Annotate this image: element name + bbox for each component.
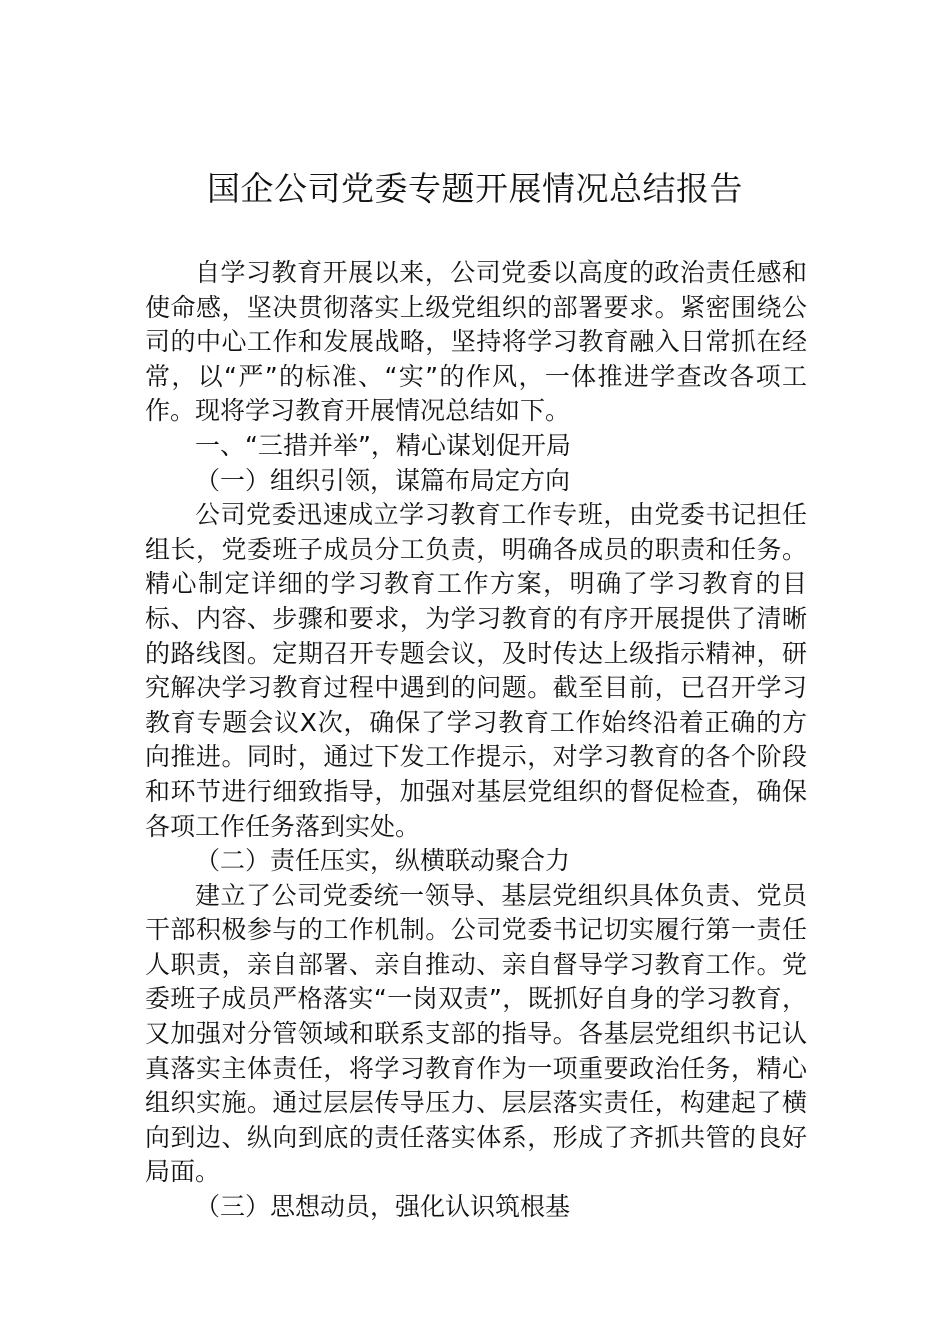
document-body bbox=[145, 256, 807, 1225]
intro-paragraph: 自学习教育开展以来，公司党委以高度的政治责任感和使命感，坚决贯彻落实上级党组织的部署要求。紧密围绕公司的中心工作和发展战略，坚持将学习教育融入日常抓在经常，以“严”的标准、“实”的作风，一体推进学查改各项工作。现将学习教育开展情况总结如下。 bbox=[145, 258, 807, 426]
subsection-heading-3: （三）思想动员，强化认识筑根基 bbox=[195, 1192, 571, 1222]
document-title: 国企公司党委专题开展情况总结报告 bbox=[207, 169, 743, 208]
body-paragraph-2: 建立了公司党委统一领导、基层党组织具体负责、党员干部积极参与的工作机制。公司党委书记切实履行第一责任人职责，亲自部署、亲自推动、亲自督导学习教育工作。党委班子成员严格落实“一岗双责”，既抓好自身的学习教育，又加强对分管领域和联系支部的指导。各基层党组织书记认真落实主体责任，将学习教育作为一项重要政治任务，精心组织实施。通过层层传导压力、层层落实责任，构建起了横向到边、纵向到底的责任落实体系，形成了齐抓共管的良好局面。 bbox=[145, 880, 807, 1187]
body-paragraph-1: 公司党委迅速成立学习教育工作专班，由党委书记担任组长，党委班子成员分工负责，明确各成员的职责和任务。精心制定详细的学习教育工作方案，明确了学习教育的目标、内容、步骤和要求，为学习教育的有序开展提供了清晰的路线图。定期召开专题会议，及时传达上级指示精神，研究解决学习教育过程中遇到的问题。截至目前，已召开学习教育专题会议X次，确保了学习教育工作始终沿着正确的方向推进。同时，通过下发工作提示，对学习教育的各个阶段和环节进行细致指导，加强对基层党组织的督促检查，确保各项工作任务落到实处。 bbox=[145, 500, 807, 841]
section-heading-1: 一、“三措并举”，精心谋划促开局 bbox=[195, 430, 571, 460]
subsection-heading-1: （一）组织引领，谋篇布局定方向 bbox=[195, 465, 571, 495]
subsection-heading-2: （二）责任压实，纵横联动聚合力 bbox=[195, 846, 571, 876]
